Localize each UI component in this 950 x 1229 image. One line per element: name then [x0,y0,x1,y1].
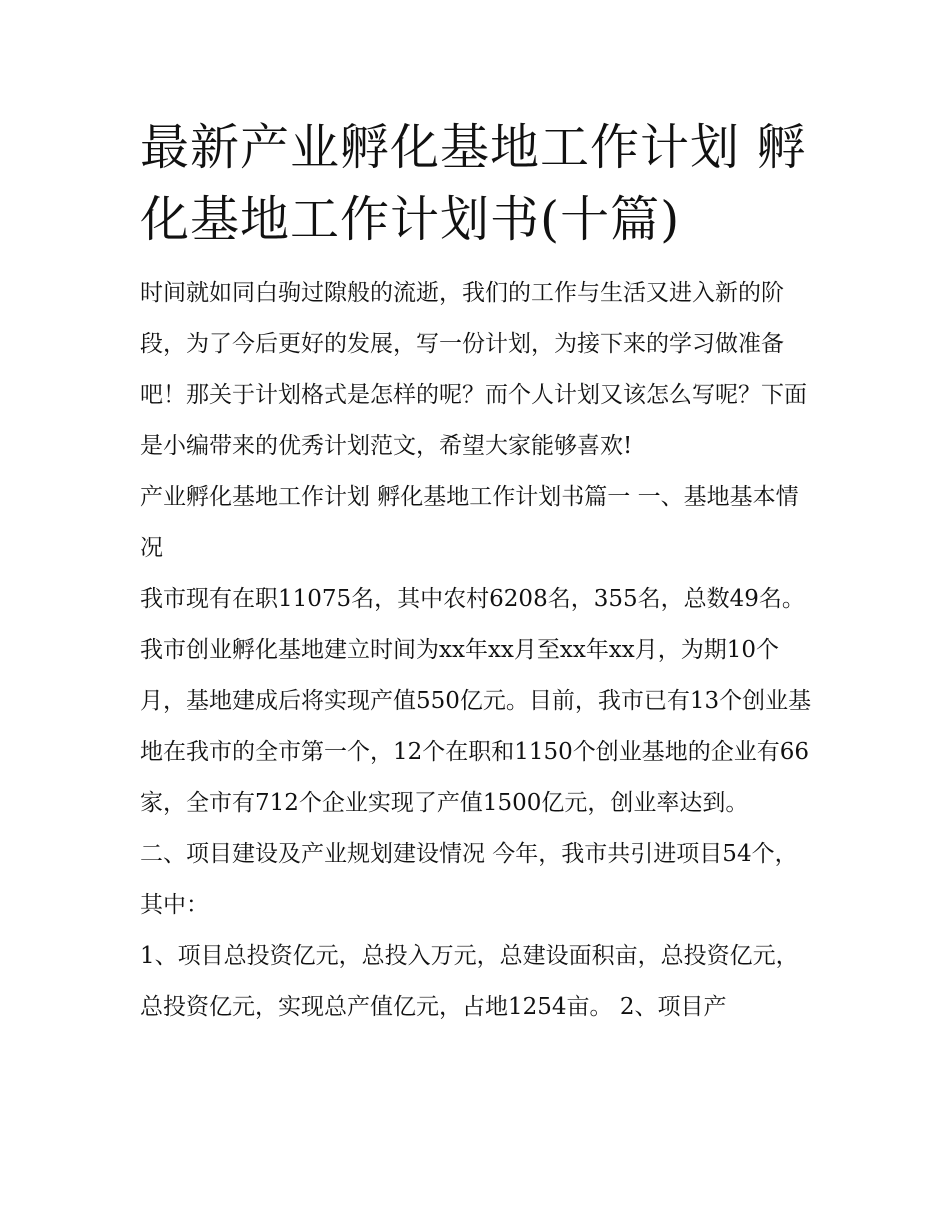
intro-paragraph: 时间就如同白驹过隙般的流逝，我们的工作与生活又进入新的阶段，为了今后更好的发展，写一份计划，为接下来的学习做准备吧！那关于计划格式是怎样的呢？而个人计划又该怎么写呢？下面是小编带来的优秀计划范文，希望大家能够喜欢! [140,280,807,459]
document-body [140,268,820,1033]
document-title: 最新产业孵化基地工作计划 孵化基地工作计划书(十篇) [140,119,807,248]
document-page [140,112,820,1033]
section-heading-projects: 二、项目建设及产业规划建设情况 今年，我市共引进项目54个，其中： [140,841,798,918]
projects-paragraph: 1、项目总投资亿元，总投入万元，总建设面积亩，总投资亿元，总投资亿元，实现总产值亿元，占地1254亩。 2、项目产 [140,943,799,1020]
section-heading-basic-info: 产业孵化基地工作计划 孵化基地工作计划书篇一 一、基地基本情况 [140,484,799,561]
basic-info-paragraph: 我市现有在职11075名，其中农村6208名，355名，总数49名。我市创业孵化基地建立时间为xx年xx月至xx年xx月，为期10个月，基地建成后将实现产值550亿元。目前，我市已有13个创业基地在我市的全市第一个，12个在职和1150个创业基地的企业有66家，全市有712个企业实现了产值1500亿元，创业率达到。 [140,586,812,816]
